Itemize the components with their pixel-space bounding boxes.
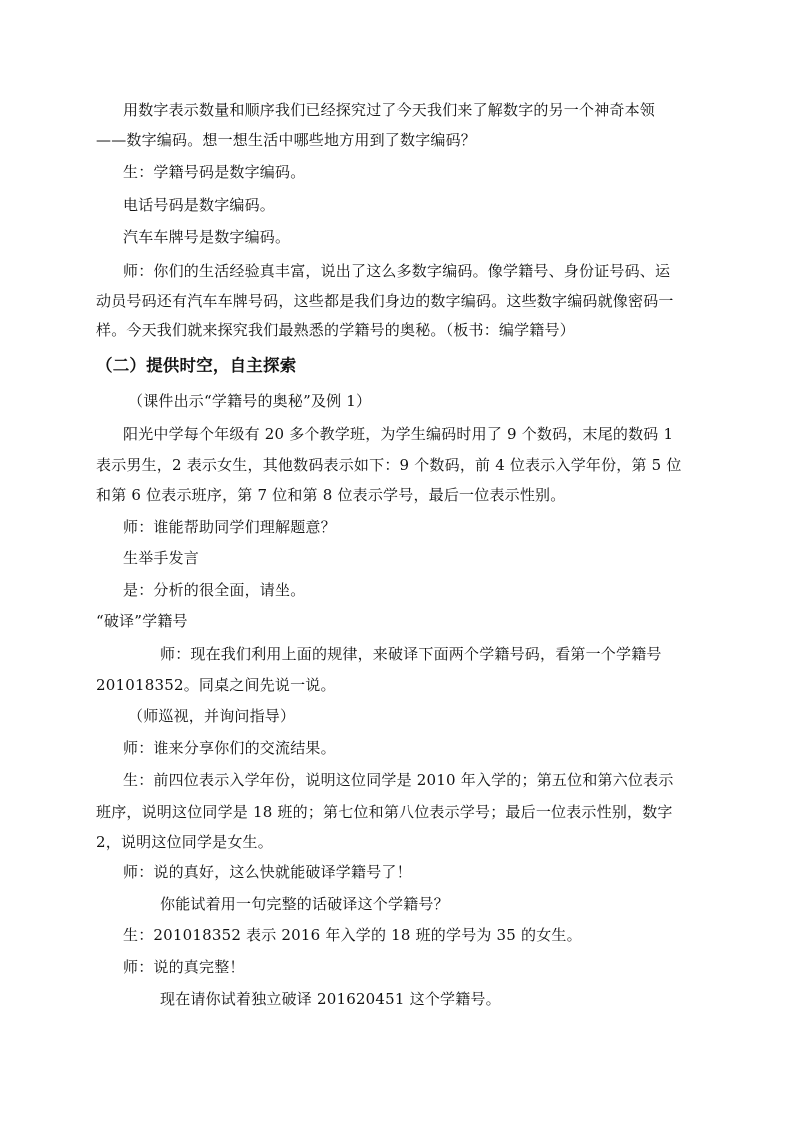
- teacher-praise: 是：分析的很全面，请坐。: [123, 581, 306, 599]
- teacher-remark-line-2: 动员号码还有汽车车牌号码，这些都是我们身边的数字编码。这些数字编码就像密码一: [96, 292, 674, 310]
- decode-instruction-line-1: 师：现在我们利用上面的规律，来破译下面两个学籍号码，看第一个学籍号: [160, 645, 662, 663]
- teacher-share-prompt: 师：谁来分享你们的交流结果。: [123, 739, 336, 757]
- teacher-remark-line-1: 师：你们的生活经验真丰富，说出了这么多数字编码。像学籍号、身份证号码、运: [123, 262, 671, 280]
- subsection-title: “破译”学籍号: [96, 612, 188, 630]
- decode-instruction-line-2: 201018352。同桌之间先说一说。: [96, 676, 336, 694]
- students-raise-hands: 生举手发言: [123, 549, 200, 567]
- student-reply-2: 电话号码是数字编码。: [123, 196, 276, 214]
- example-line-2: 表示男生，2 表示女生，其他数码表示如下：9 个数码，前 4 位表示入学年份，第 5 位: [96, 456, 682, 474]
- teacher-patrol-note: （师巡视，并询问指导）: [128, 707, 296, 725]
- paragraph-intro-line-2: ——数字编码。想一想生活中哪些地方用到了数字编码？: [96, 131, 477, 149]
- teacher-remark-line-3: 样。今天我们就来探究我们最熟悉的学籍号的奥秘。（板书：编学籍号）: [96, 321, 575, 339]
- teacher-follow-up: 你能试着用一句完整的话破译这个学籍号？: [160, 895, 449, 913]
- section-heading: （二）提供时空，自主探索: [96, 356, 297, 375]
- example-line-3: 和第 6 位表示班序，第 7 位和第 8 位表示学号，最后一位表示性别。: [96, 486, 566, 504]
- student-reply-1: 生：学籍号码是数字编码。: [123, 163, 306, 181]
- teacher-complete-praise: 师：说的真完整！: [123, 958, 245, 976]
- teacher-question: 师：谁能帮助同学们理解题意？: [123, 518, 336, 536]
- student-answer-line-2: 班序，说明这位同学是 18 班的；第七位和第八位表示学号；最后一位表示性别，数字: [96, 803, 673, 821]
- student-answer-line-3: 2，说明这位同学是女生。: [96, 833, 273, 851]
- independent-task: 现在请你试着独立破译 201620451 这个学籍号。: [160, 990, 501, 1008]
- example-line-1: 阳光中学每个年级有 20 多个教学班，为学生编码时用了 9 个数码，末尾的数码 1: [123, 425, 674, 443]
- teacher-feedback: 师：说的真好，这么快就能破译学籍号了！: [123, 863, 412, 881]
- courseware-note: （课件出示“学籍号的奥秘”及例 1）: [128, 392, 372, 410]
- student-reply-3: 汽车车牌号是数字编码。: [123, 228, 291, 246]
- student-answer-line-1: 生：前四位表示入学年份，说明这位同学是 2010 年入学的；第五位和第六位表示: [123, 771, 674, 789]
- student-complete-answer: 生：201018352 表示 2016 年入学的 18 班的学号为 35 的女生。: [123, 926, 582, 944]
- paragraph-intro-line-1: 用数字表示数量和顺序我们已经探究过了今天我们来了解数字的另一个神奇本领: [123, 101, 656, 119]
